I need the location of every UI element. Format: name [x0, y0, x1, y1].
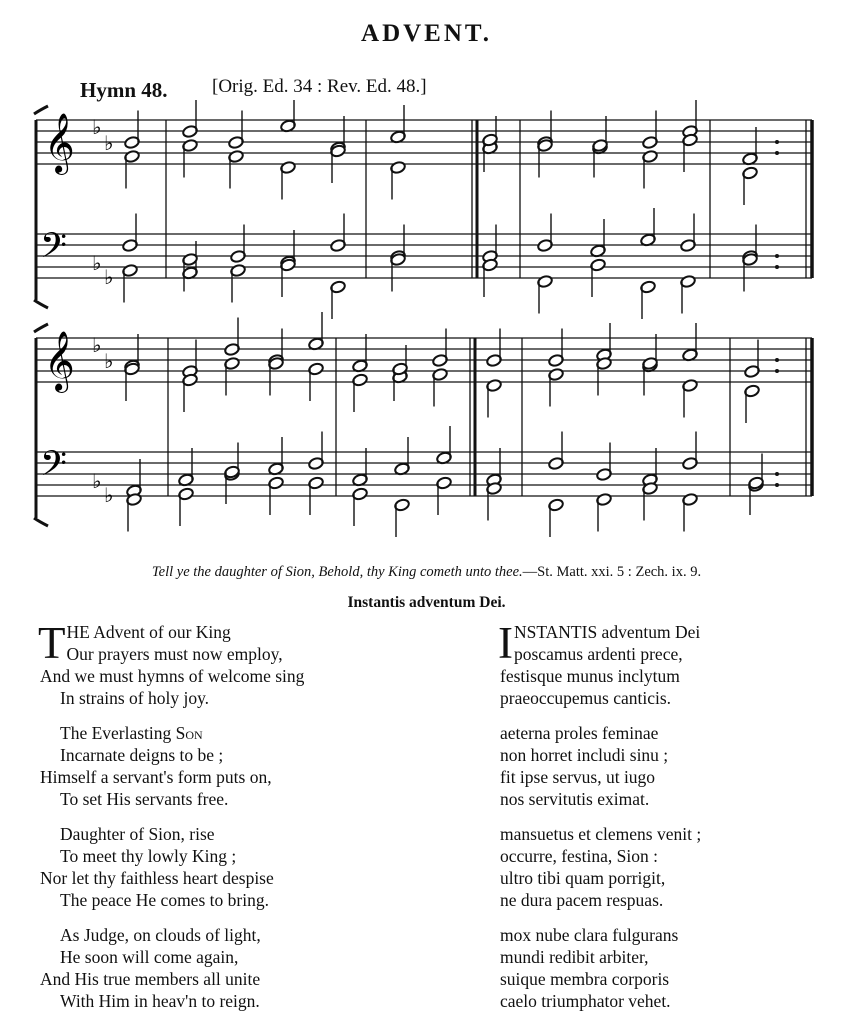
flat-icon: ♭: [104, 265, 114, 289]
flat-icon: ♭: [92, 115, 102, 139]
flat-icon: ♭: [92, 333, 102, 357]
treble-clef-icon: 𝄞: [44, 331, 75, 391]
dot: [775, 472, 779, 476]
verse-line: ultro tibi quam porrigit,: [500, 868, 666, 888]
verse-line: And His true members all unite: [40, 969, 261, 989]
verse-line: HE Advent of our King: [66, 622, 231, 642]
verse-line: festisque munus inclytum: [500, 666, 680, 686]
verse-line: With Him in heav'n to reign.: [60, 991, 260, 1011]
verse-line: Nor let thy faithless heart despise: [40, 868, 274, 888]
flat-icon: ♭: [104, 131, 114, 155]
verse-line: He soon will come again,: [60, 947, 239, 967]
english-stanza-1: [38, 618, 460, 709]
verse-line: The peace He comes to bring.: [60, 890, 269, 910]
verse-line: non horret includi sinu ;: [500, 745, 669, 765]
flat-icon: ♭: [104, 483, 114, 507]
verse-line-text: The Everlasting: [60, 723, 176, 743]
dot: [775, 151, 779, 155]
dot: [775, 265, 779, 269]
latin-stanza-2: [500, 722, 840, 810]
verse-line: Himself a servant's form puts on,: [40, 767, 272, 787]
verse-line: mundi redibit arbiter,: [500, 947, 649, 967]
latin-title: Instantis adventum Dei.: [347, 594, 506, 611]
verse-line: mansuetus et clemens venit ;: [500, 824, 702, 844]
english-stanza-3: [40, 823, 460, 911]
scripture-quote: Tell ye the daughter of Sion, Behold, thy King cometh unto thee.: [151, 564, 523, 580]
edition-reference: [Orig. Ed. 34 : Rev. Ed. 48.]: [212, 76, 427, 97]
drop-cap: I: [498, 618, 513, 668]
verse-line: [40, 722, 460, 744]
treble-clef-icon: 𝄞: [44, 113, 75, 173]
verse-line: aeterna proles feminae: [500, 723, 659, 743]
hymn-score: [0, 100, 853, 560]
latin-stanza-1: [498, 618, 840, 709]
bracket-hook: [34, 518, 48, 526]
bass-clef-icon: 𝄢: [40, 443, 68, 492]
verse-line: Incarnate deigns to be ;: [60, 745, 224, 765]
verse-line: poscamus ardenti prece,: [514, 644, 683, 664]
verse-line: occurre, festina, Sion :: [500, 846, 658, 866]
scripture-reference: —St. Matt. xxi. 5 : Zech. ix. 9.: [522, 564, 702, 580]
english-text: [38, 618, 460, 1025]
verse-line: suique membra corporis: [500, 969, 670, 989]
drop-cap: T: [38, 618, 66, 668]
english-stanza-4: [40, 924, 460, 1012]
dot: [775, 483, 779, 487]
verse-line: ne dura pacem respuas.: [500, 890, 664, 910]
flat-icon: ♭: [92, 469, 102, 493]
verse-line: As Judge, on clouds of light,: [60, 925, 261, 945]
verse-line: mox nube clara fulgurans: [500, 925, 679, 945]
dot: [775, 369, 779, 373]
small-caps-word: Son: [175, 723, 203, 743]
dot: [775, 358, 779, 362]
bass-clef-icon: 𝄢: [40, 225, 68, 274]
flat-icon: ♭: [92, 251, 102, 275]
verse-line: praeoccupemus canticis.: [500, 688, 672, 708]
section-title: ADVENT.: [361, 20, 492, 47]
verse-line: And we must hymns of welcome sing: [40, 666, 305, 686]
flat-icon: ♭: [104, 349, 114, 373]
latin-stanza-4: [500, 924, 840, 1012]
verse-line: NSTANTIS adventum Dei: [514, 622, 701, 642]
verse-line: Our prayers must now employ,: [66, 644, 283, 664]
verse-line: To meet thy lowly King ;: [60, 846, 237, 866]
verse-line: Daughter of Sion, rise: [60, 824, 215, 844]
latin-text: [498, 618, 840, 1025]
dot: [775, 140, 779, 144]
verse-line: In strains of holy joy.: [60, 688, 210, 708]
dot: [775, 254, 779, 258]
verse-line: caelo triumphator vehet.: [500, 991, 671, 1011]
scripture-verse: [0, 564, 853, 581]
verse-line: fit ipse servus, ut iugo: [500, 767, 656, 787]
english-stanza-2: [40, 722, 460, 810]
verse-line: nos servitutis eximat.: [500, 789, 650, 809]
bracket-hook: [34, 300, 48, 308]
latin-stanza-3: [500, 823, 840, 911]
verse-line: To set His servants free.: [60, 789, 229, 809]
hymn-number: Hymn 48.: [80, 78, 168, 102]
